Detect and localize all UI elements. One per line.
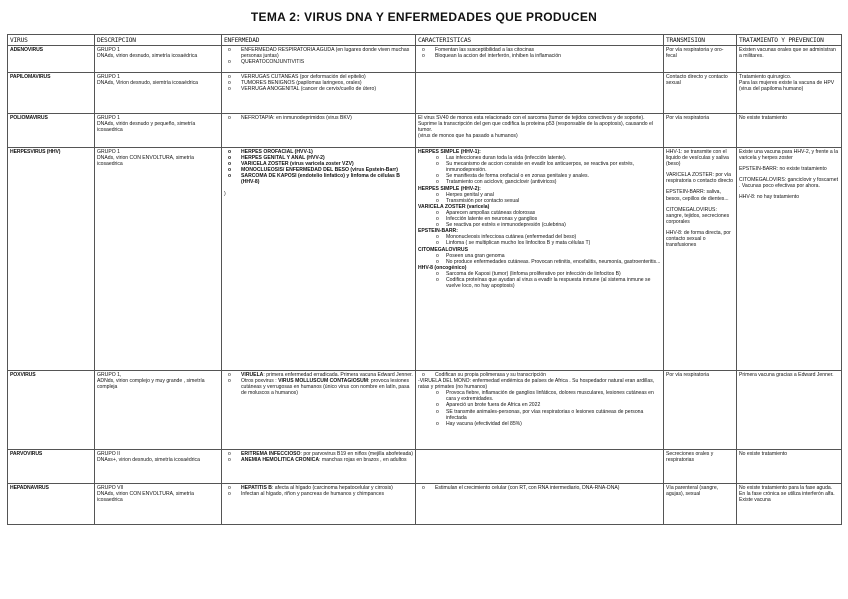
desc-line: ADNds, virion complejo y muy grande , simetría compleja bbox=[97, 378, 205, 391]
disease-cell bbox=[222, 484, 416, 525]
transmission-cell: Vía parenteral (sangre, agujas), sexual bbox=[664, 484, 737, 525]
virus-name: PAPILOMAVIRUS bbox=[8, 73, 95, 114]
virus-table bbox=[7, 34, 842, 525]
list-item: o Infección latente en neuronas y ganglios bbox=[446, 216, 661, 222]
treatment-line: Para las mujeres existe la vacuna de HPV (virus del papiloma humano) bbox=[739, 80, 835, 93]
transmission-cell: Contacto directo y contacto sexual bbox=[664, 73, 737, 114]
desc-line: DNAds, virion CON ENVOLTURA, simetría icosaedrica bbox=[97, 491, 194, 504]
desc-line: DNAds, virion desnudo, simetría icosaédrica bbox=[97, 53, 198, 60]
header-row bbox=[8, 35, 842, 46]
table-row bbox=[8, 73, 842, 114]
characteristics-cell bbox=[416, 148, 664, 371]
treatment-cell bbox=[737, 148, 842, 371]
characteristics-cell bbox=[416, 73, 664, 114]
description-cell bbox=[95, 371, 222, 450]
list-item: o Se reactiva por estrés e inmunodepresión (culebrina) bbox=[446, 222, 661, 228]
list-item: o Su mecanismo de accion consiste en evadir los anticuerpos, se reactiva por estrés, inmunodepresión. bbox=[446, 161, 661, 173]
list-item: o Bloquean la accion del interferón, inhiben la inflamación bbox=[435, 53, 661, 59]
char-line: (virus de monos que ha pasado a humanos) bbox=[418, 133, 518, 140]
description-cell bbox=[95, 73, 222, 114]
treatment-line: No existe tratamiento para la fase aguda. En la fase crónica se utiliza interferón alfa. bbox=[739, 485, 835, 498]
description-cell bbox=[95, 450, 222, 484]
desc-line: GRUPO VII bbox=[97, 485, 124, 491]
list-item: o Fomentan las susceptibilidad a las citocinas bbox=[435, 47, 661, 53]
list-item: o Provoca fiebre, inflamación de ganglios linfáticos, dolores musculares, lesiones cutáneas en cara y extremidades. bbox=[446, 390, 661, 402]
characteristics-cell bbox=[416, 46, 664, 73]
list-item: o QUERATOCONJUNTIVITIS bbox=[241, 59, 413, 65]
description-cell bbox=[95, 148, 222, 371]
characteristics-cell bbox=[416, 450, 664, 484]
list-item: o Sarcoma de Kaposi (tumor) (linfoma proliferativo por infección de linfocitos B) bbox=[446, 271, 661, 277]
group-title: HERPES SIMPLE (HHV-1): bbox=[418, 149, 481, 155]
list-item: o No produce enfermedades cutáneas. Provocan retinitis, encefalitis, neumonía, gastroenteritis... bbox=[446, 259, 661, 265]
treatment-line: Existe vacuna bbox=[739, 497, 771, 504]
virus-name: HEPADNAVIRUS bbox=[8, 484, 95, 525]
list-item: o Codifica proteínas que ayudan al virus a evadir la respuesta inmune (al sistema inmune se vuelve loco, no hay apoptosis) bbox=[446, 277, 661, 289]
treatment-line: EPSTEIN-BARR: no existe tratamiento bbox=[739, 166, 827, 173]
list-item: o MONOCLUEOSIS/ ENFERMEDAD DEL BESO (virus Epstein-Barr) bbox=[241, 167, 413, 173]
list-item: o HERPES GENITAL Y ANAL (HVV-2) bbox=[241, 155, 413, 161]
list-item: o Otros poxvirus : VIRUS MOLLUSCUM CONTAGIOSUM: provoca lesiones cutáneas y verrugosas en humanos (único virus con nombre en latín, pasa de moluscos a humanos) bbox=[241, 378, 413, 396]
list-item: o Se manifiesta de forma orofacial o en zonas genitales y anales. bbox=[446, 173, 661, 179]
header-transmision: TRANSMISION bbox=[664, 35, 737, 46]
description-cell bbox=[95, 114, 222, 148]
desc-line: DNAds, virión desnudo y pequeño, simetría icosaedrica bbox=[97, 121, 196, 134]
closing-paren: ) bbox=[224, 190, 226, 197]
list-item: o SE transmite animales-personas, por vías respiratorias o lesiones cutáneas de persona infectada bbox=[446, 409, 661, 421]
desc-line: DNAss+, virion desnudo, simetría icosaédrica bbox=[97, 457, 200, 464]
list-item: o Linfoma ( se multiplican mucho los linfocitos B y mata células T) bbox=[446, 240, 661, 246]
group-title: CITOMEGALOVIRUS bbox=[418, 246, 468, 253]
list-item: o VARICELA ZOSTER (virus varicela zoster VZV) bbox=[241, 161, 413, 167]
characteristics-cell bbox=[416, 484, 664, 525]
treatment-cell bbox=[737, 73, 842, 114]
desc-line: GRUPO 1 bbox=[97, 74, 120, 80]
virus-name: PARVOVIRUS bbox=[8, 450, 95, 484]
transmission-cell: Secreciones orales y respiratorias bbox=[664, 450, 737, 484]
list-item: o Estimulan el crecimiento celular (con RT, con RNA intermediario, DNA-RNA-DNA) bbox=[435, 485, 661, 491]
disease-cell bbox=[222, 148, 416, 371]
virus-name: POXVIRUS bbox=[8, 371, 95, 450]
characteristics-cell bbox=[416, 371, 664, 450]
transmission-line: HHV-8: de forma directa, por contacto sexual o transfusiones bbox=[666, 229, 731, 249]
list-item: o Mononucleosis infecciosa cutánea (enfermedad del beso) bbox=[446, 234, 661, 240]
list-item: o VIRUELA: primera enfermedad erradicada. Primera vacuna Edward Jenner. bbox=[241, 372, 413, 378]
transmission-line: CITOMEGALOVIRUS: sangre, tejidos, secreciones corporales bbox=[666, 206, 730, 225]
desc-line: GRUPO 1 bbox=[97, 149, 120, 155]
list-item: o TUMORES BENIGNOS (papilomas laringeos, orales) bbox=[241, 80, 413, 86]
virus-name: POLIOMAVIRUS bbox=[8, 114, 95, 148]
description-cell bbox=[95, 46, 222, 73]
list-item: o Aparecen ampollas cutáneas dolorosas bbox=[446, 210, 661, 216]
virus-name: HERPESVIRUS (HHV) bbox=[8, 148, 95, 371]
treatment-line: HHV-8: no hay tratamiento bbox=[739, 194, 800, 201]
list-item: o Hay vacuna (efectividad del 85%) bbox=[446, 421, 661, 427]
disease-cell bbox=[222, 371, 416, 450]
disease-cell bbox=[222, 73, 416, 114]
treatment-cell: No existe tratamiento bbox=[737, 450, 842, 484]
desc-line: GRUPO 1, bbox=[97, 372, 122, 378]
list-item: o ERITREMA INFECCIOSO: por parvovirus B19 en niños (mejilla abofeteada) bbox=[241, 451, 413, 457]
disease-cell bbox=[222, 450, 416, 484]
list-item: o NEFROTAPIA: en inmunodeprimidos (virus BKV) bbox=[241, 115, 413, 121]
list-item: o HERPES OROFACIAL (HVV-1) bbox=[241, 149, 413, 155]
table-row bbox=[8, 371, 842, 450]
header-caracteristicas: CARACTERISTICAS bbox=[416, 35, 664, 46]
treatment-cell: Primera vacuna gracias a Edward Jenner. bbox=[737, 371, 842, 450]
treatment-line: Existe una vacuna para HHV-2, y frente a la varicela y herpes zoster bbox=[739, 149, 839, 162]
desc-line: GRUPO 1 bbox=[97, 115, 120, 121]
list-item: o Tratamiento con aciclovir, ganciclovir (antiviricos) bbox=[446, 179, 661, 185]
transmission-line: EPSTEIN-BARR: saliva, besos, cepillos de dientes... bbox=[666, 189, 729, 202]
table-row bbox=[8, 484, 842, 525]
disease-cell bbox=[222, 46, 416, 73]
table-row bbox=[8, 450, 842, 484]
list-item: o HEPATITIS B: afecta al hígado (carcinoma hepatocelular y cirrosis) bbox=[241, 485, 413, 491]
group-title: VARICELA ZOSTER (varicela) bbox=[418, 203, 490, 210]
transmission-line: VARICELA ZOSTER: por vía respiratoria o contacto directo bbox=[666, 172, 734, 185]
header-descripcion: DESCRIPCION bbox=[95, 35, 222, 46]
list-item: o VERRUGAS CUTANEAS (por deformación del epitelio) bbox=[241, 74, 413, 80]
list-item: o Codifican su propia polimerasa y su transcripción bbox=[435, 372, 661, 378]
table-row bbox=[8, 148, 842, 371]
list-item: o Transmisión por contacto sexual bbox=[446, 198, 661, 204]
table-row bbox=[8, 114, 842, 148]
desc-line: DNAds, Virion desnudo, siemtría icosaédrica bbox=[97, 80, 198, 87]
group-title: HHV-8 (oncogénico) bbox=[418, 264, 467, 271]
header-enfermedad: ENFERMEDAD bbox=[222, 35, 416, 46]
disease-cell bbox=[222, 114, 416, 148]
list-item: o Infectan al hígado, riñon y pancreas de humanos y chimpances bbox=[241, 491, 413, 497]
page-title: TEMA 2: VIRUS DNA Y ENFERMEDADES QUE PRODUCEN bbox=[250, 10, 598, 24]
char-line: El virus SV40 de monos esta relacionado con el sarcoma (tumor de tejidos conectivos y de soporte). Suprime la transcripción del gen que codifica la proteina p53 (responsable de la apoptosis), causando el tumor. bbox=[418, 115, 654, 134]
char-line: -VIRUELA DEL MONO: enfermedad endémica de países de Africa . Su hospedador natural eran ardillas, ratas y primates (no humanos) bbox=[418, 378, 655, 391]
description-cell bbox=[95, 484, 222, 525]
list-item: o Apareció un brote fuera de Africa en 2022 bbox=[446, 402, 661, 408]
transmission-cell: Por vía respiratoria y oro-fecal bbox=[664, 46, 737, 73]
header-virus: VIRUS bbox=[8, 35, 95, 46]
desc-line: GRUPO II bbox=[97, 451, 120, 457]
treatment-cell: Existen vacunas orales que se administran a militares. bbox=[737, 46, 842, 73]
list-item: o VERRUGA ANOGENITAL (cancer de cervix/cuello de útero) bbox=[241, 86, 413, 92]
list-item: o Poseen una gran genoma bbox=[446, 253, 661, 259]
treatment-line: Tratamiento quirurgico. bbox=[739, 74, 792, 80]
list-item: o SARCOMA DE KAPOSI (endotelio linfatico) y linfoma de células B (HHV-8) bbox=[241, 173, 413, 185]
virus-name: ADENOVIRUS bbox=[8, 46, 95, 73]
table-row bbox=[8, 46, 842, 73]
desc-line: DNAds, virion CON ENVOLTURA, simetría icosaedrica bbox=[97, 155, 194, 168]
list-item: o Herpes genital y anal bbox=[446, 192, 661, 198]
desc-line: GRUPO 1 bbox=[97, 47, 120, 53]
list-item: o ENFERMEDAD RESPIRATORIA AGUDA (en lugares donde viven muchas personas juntas) bbox=[241, 47, 413, 59]
transmission-line: HHV-1: se transmite con el liquido de vesículas y saliva (beso) bbox=[666, 149, 729, 168]
treatment-cell bbox=[737, 484, 842, 525]
group-title: HERPES SIMPLE (HHV-2): bbox=[418, 185, 481, 192]
list-item: o Las infecciones duran toda la vida (infección latente). bbox=[446, 155, 661, 161]
transmission-cell: Por vía respiratoria bbox=[664, 371, 737, 450]
transmission-cell: Por vía respiratoria bbox=[664, 114, 737, 148]
treatment-cell: No existe tratamiento bbox=[737, 114, 842, 148]
treatment-line: CITOMEGALOVIRS: ganciclovir y foscarnet . Vacunas poco efectivas por ahora. bbox=[739, 177, 838, 190]
group-title: EPSTEIN-BARR: bbox=[418, 228, 458, 235]
transmission-cell bbox=[664, 148, 737, 371]
characteristics-cell bbox=[416, 114, 664, 148]
header-tratamiento: TRATAMIENTO Y PREVENCION bbox=[737, 35, 842, 46]
list-item: o ANEMIA HEMOLITICA CRONICA: manchas rojas en brazos , en adultos bbox=[241, 457, 413, 463]
